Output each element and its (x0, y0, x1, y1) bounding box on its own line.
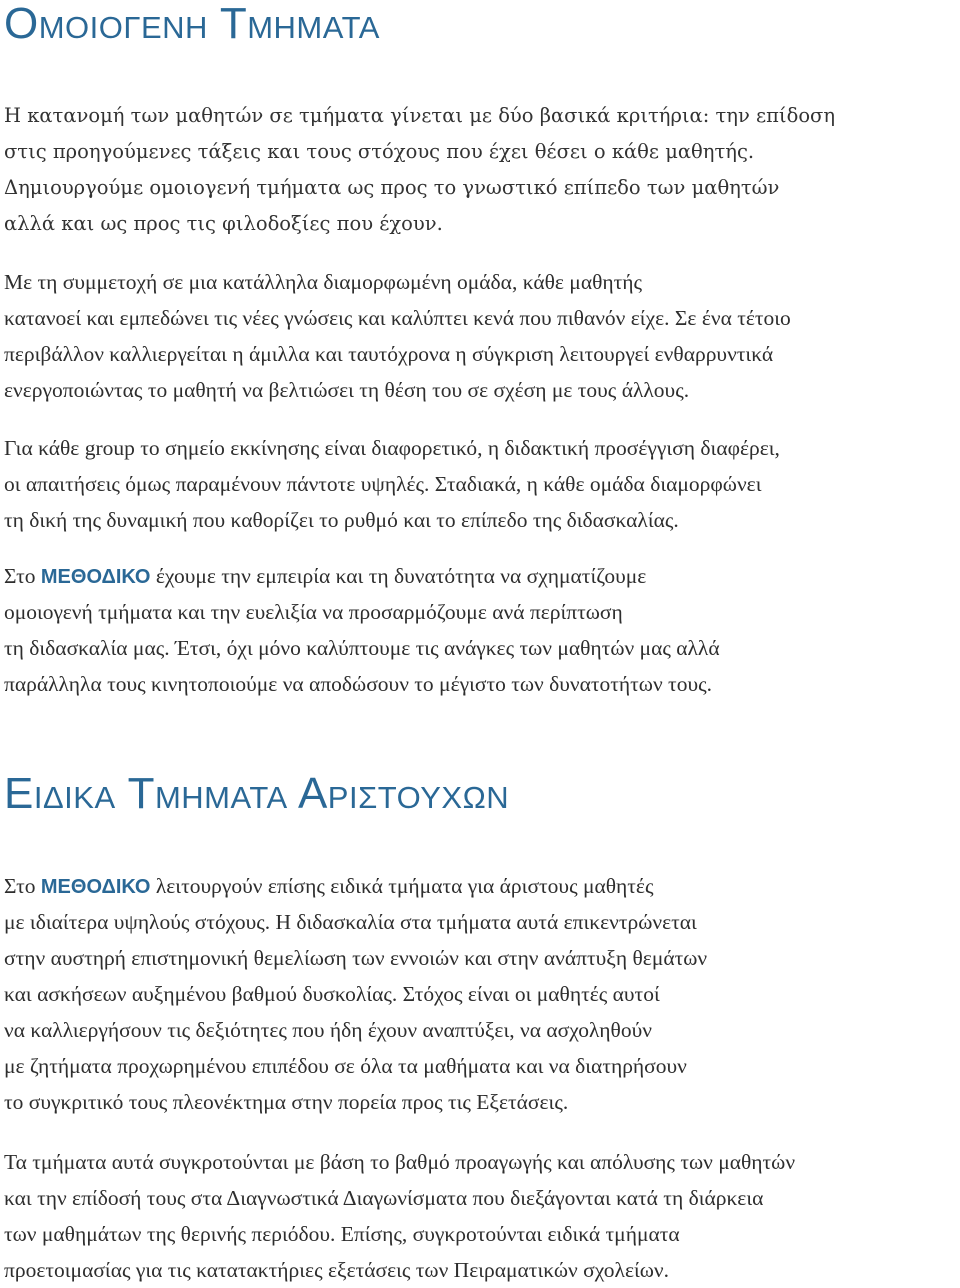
paragraph-line: περιβάλλον καλλιεργείται η άμιλλα και ταυτόχρονα η σύγκριση λειτουργεί ενθαρρυντικά (4, 342, 774, 366)
paragraph-line: Τα τμήματα αυτά συγκροτούνται με βάση το βαθμό προαγωγής και απόλυσης των μαθητών (4, 1150, 796, 1174)
paragraph-line: με ζητήματα προχωρημένου επιπέδου σε όλα τα μαθήματα και να διατηρήσουν (4, 1054, 687, 1078)
text-prefix: Στο (4, 564, 41, 588)
paragraph-line: ενεργοποιώντας το μαθητή να βελτιώσει τη θέση του σε σχέση με τους άλλους. (4, 378, 690, 402)
paragraph-line: στις προηγούμενες τάξεις και τους στόχους που έχει θέσει ο κάθε μαθητής. (4, 140, 755, 163)
section-title-excellence: Ειδικα Τμηματα Αριστουχων (4, 769, 510, 818)
brand-name: ΜΕΘΟΔΙΚΟ (40, 566, 151, 588)
paragraph-group-starting-point (4, 430, 960, 538)
brand-name: ΜΕΘΟΔΙΚΟ (40, 876, 151, 898)
paragraph-excellence-classes (4, 868, 960, 1120)
text-rest: λειτουργούν επίσης ειδικά τμήματα για άριστους μαθητές (150, 874, 654, 898)
paragraph-line: των μαθημάτων της θερινής περιόδου. Επίσης, συγκροτούνται ειδικά τμήματα (4, 1222, 680, 1246)
paragraph-line: και ασκήσεων αυξημένου βαθμού δυσκολίας. Στόχος είναι οι μαθητές αυτοί (4, 982, 660, 1006)
paragraph-line: προετοιμασίας για τις κατατακτήριες εξετάσεις των Πειραματικών σχολείων. (4, 1258, 670, 1282)
paragraph-line: παράλληλα τους κινητοποιούμε να αποδώσουν το μέγιστο των δυνατοτήτων τους. (4, 672, 712, 696)
paragraph-line: Με τη συμμετοχή σε μια κατάλληλα διαμορφωμένη ομάδα, κάθε μαθητής (4, 270, 643, 294)
paragraph-line: τη δική της δυναμική που καθορίζει το ρυθμό και το επίπεδο της διδασκαλίας. (4, 508, 679, 532)
paragraph-line: τη διδασκαλία μας. Έτσι, όχι μόνο καλύπτουμε τις ανάγκες των μαθητών μας αλλά (4, 636, 720, 660)
section-title-homogeneous: Ομοιογενη Τμηματα (4, 0, 380, 48)
text-rest: έχουμε την εμπειρία και τη δυνατότητα να σχηματίζουμε (150, 564, 647, 588)
text-prefix: Στο (4, 874, 41, 898)
paragraph-group-participation (4, 264, 960, 408)
paragraph-line: αλλά και ως προς τις φιλοδοξίες που έχουν. (4, 212, 443, 235)
paragraph-line: στην αυστηρή επιστημονική θεμελίωση των εννοιών και στην ανάπτυξη θεμάτων (4, 946, 708, 970)
paragraph-intro (4, 98, 960, 242)
paragraph-line (4, 868, 960, 904)
paragraph-line: και την επίδοσή τους στα Διαγνωστικά Διαγωνίσματα που διεξάγονται κατά τη διάρκεια (4, 1186, 764, 1210)
paragraph-class-formation (4, 1144, 960, 1288)
paragraph-line: Για κάθε group το σημείο εκκίνησης είναι διαφορετικό, η διδακτική προσέγγιση διαφέρει, (4, 436, 780, 460)
paragraph-line (4, 558, 960, 594)
paragraph-line: οι απαιτήσεις όμως παραμένουν πάντοτε υψηλές. Σταδιακά, η κάθε ομάδα διαμορφώνει (4, 472, 762, 496)
paragraph-line: Δημιουργούμε ομοιογενή τμήματα ως προς το γνωστικό επίπεδο των μαθητών (4, 176, 780, 199)
paragraph-line: να καλλιεργήσουν τις δεξιότητες που ήδη έχουν αναπτύξει, να ασχοληθούν (4, 1018, 652, 1042)
paragraph-line: το συγκριτικό τους πλεονέκτημα στην πορεία προς τις Εξετάσεις. (4, 1090, 569, 1114)
paragraph-line: ομοιογενή τμήματα και την ευελιξία να προσαρμόζουμε ανά περίπτωση (4, 600, 623, 624)
paragraph-line: Η κατανομή των μαθητών σε τμήματα γίνεται με δύο βασικά κριτήρια: την επίδοση (4, 104, 836, 127)
paragraph-methodiko-experience (4, 558, 960, 702)
paragraph-line: με ιδιαίτερα υψηλούς στόχους. Η διδασκαλία στα τμήματα αυτά επικεντρώνεται (4, 910, 697, 934)
paragraph-line: κατανοεί και εμπεδώνει τις νέες γνώσεις και καλύπτει κενά που πιθανόν είχε. Σε ένα τέτοιο (4, 306, 791, 330)
